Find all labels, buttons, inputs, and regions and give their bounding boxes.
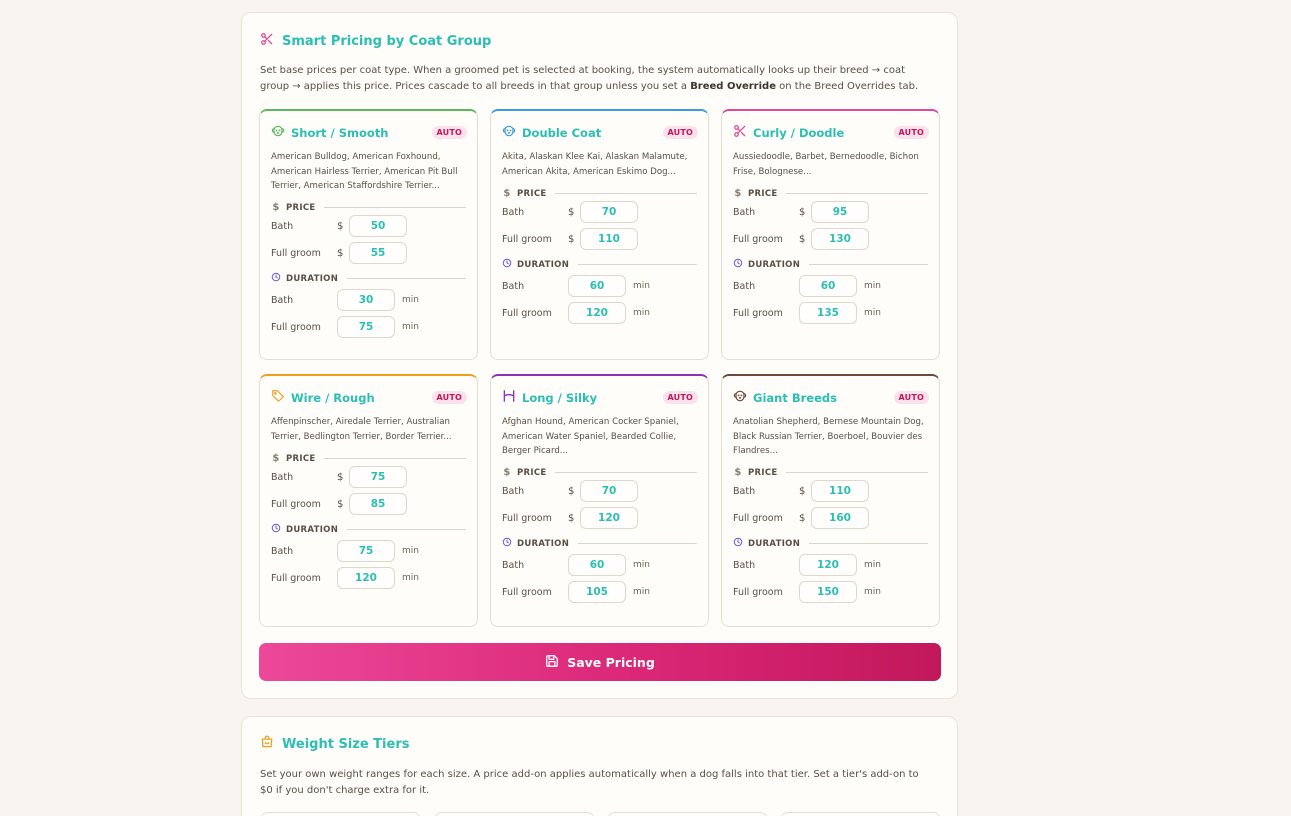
save-icon: [545, 654, 559, 671]
dollar-icon: $: [272, 453, 280, 464]
currency-symbol: $: [799, 512, 806, 524]
divider: [555, 193, 697, 194]
price-label: PRICE: [286, 453, 316, 464]
currency-symbol: $: [568, 512, 575, 524]
divider: [324, 207, 466, 208]
coat-group-card: [721, 374, 940, 627]
smart-pricing-header: [260, 32, 491, 50]
divider: [555, 472, 697, 473]
divider: [786, 472, 928, 473]
duration-bath-input[interactable]: 60: [568, 554, 626, 576]
price-bath-row: [502, 480, 638, 502]
desc-text: Set base prices per coat type. When a groomed pet is selected at booking, the system automatically looks up their breed → coat group → applies this price. Prices cascade to all breeds in that group unless you set a: [260, 65, 906, 92]
full-groom-label: Full groom: [271, 247, 321, 259]
price-full-groom-input[interactable]: 85: [349, 493, 407, 515]
price-full-groom-input[interactable]: 120: [580, 507, 638, 529]
price-bath-row: [733, 201, 869, 223]
dollar-icon: $: [272, 202, 280, 213]
tier-card[interactable]: [607, 812, 768, 816]
price-full-groom-input[interactable]: 130: [811, 228, 869, 250]
dollar-icon: $: [503, 188, 511, 199]
bag-icon: [260, 735, 274, 753]
auto-badge: AUTO: [432, 391, 468, 404]
card-header: [271, 123, 467, 142]
minutes-unit: min: [402, 573, 419, 583]
tier-card[interactable]: [434, 812, 595, 816]
full-groom-label: Full groom: [733, 512, 783, 524]
auto-badge: AUTO: [663, 391, 699, 404]
full-groom-label: Full groom: [502, 307, 552, 319]
price-section-label: [502, 467, 697, 478]
minutes-unit: min: [864, 587, 881, 597]
coat-group-card: [259, 109, 478, 360]
weight-tiers-header: [260, 735, 409, 753]
card-header: [733, 388, 929, 407]
breed-list: American Bulldog, American Foxhound, American Hairless Terrier, American Pit Bull Terrier, American Staffordshire Terrier...: [271, 152, 458, 192]
panel-title: Smart Pricing by Coat Group: [282, 33, 492, 49]
duration-bath-row: [733, 554, 881, 576]
tag-icon: [271, 388, 285, 407]
price-bath-input[interactable]: 110: [811, 480, 869, 502]
duration-section-label: [733, 537, 928, 550]
card-header: [733, 123, 929, 142]
price-label: PRICE: [517, 188, 547, 199]
full-groom-label: Full groom: [733, 307, 783, 319]
duration-section-label: [502, 537, 697, 550]
price-bath-row: [271, 466, 407, 488]
price-section-label: [271, 453, 466, 464]
price-section-label: [502, 188, 697, 199]
desc-text-end: on the Breed Overrides tab.: [775, 81, 919, 92]
price-label: PRICE: [286, 202, 316, 213]
duration-full-groom-input[interactable]: 150: [799, 581, 857, 603]
scissors-icon: [733, 123, 747, 142]
minutes-unit: min: [633, 560, 650, 570]
full-groom-label: Full groom: [271, 321, 321, 333]
price-label: PRICE: [748, 467, 778, 478]
duration-bath-input[interactable]: 120: [799, 554, 857, 576]
minutes-unit: min: [633, 281, 650, 291]
tier-card[interactable]: [260, 812, 421, 816]
price-bath-input[interactable]: 75: [349, 466, 407, 488]
dollar-icon: $: [503, 467, 511, 478]
price-full-groom-row: [733, 507, 869, 529]
divider: [809, 264, 928, 265]
bath-label: Bath: [271, 294, 294, 306]
minutes-unit: min: [402, 322, 419, 332]
price-section-label: [733, 467, 928, 478]
currency-symbol: $: [568, 206, 575, 218]
card-header: [502, 123, 698, 142]
divider: [578, 264, 697, 265]
price-bath-row: [502, 201, 638, 223]
minutes-unit: min: [402, 546, 419, 556]
duration-section-label: [271, 272, 466, 285]
bath-label: Bath: [733, 280, 756, 292]
duration-section-label: [502, 258, 697, 271]
duration-full-groom-row: [733, 302, 881, 324]
dog-face-icon: [733, 388, 747, 407]
duration-full-groom-input[interactable]: 120: [568, 302, 626, 324]
minutes-unit: min: [864, 281, 881, 291]
duration-full-groom-input[interactable]: 75: [337, 316, 395, 338]
auto-badge: AUTO: [432, 126, 468, 139]
price-bath-input[interactable]: 70: [580, 201, 638, 223]
save-label: Save Pricing: [567, 654, 655, 670]
currency-symbol: $: [799, 485, 806, 497]
divider: [578, 543, 697, 544]
full-groom-label: Full groom: [271, 572, 321, 584]
currency-symbol: $: [799, 233, 806, 245]
bath-label: Bath: [733, 485, 756, 497]
pricing-description: [260, 63, 930, 95]
breed-list: Anatolian Shepherd, Bernese Mountain Dog, Black Russian Terrier, Boerboel, Bouvier des Flandres...: [733, 417, 924, 457]
tier-card[interactable]: [780, 812, 941, 816]
price-bath-row: [733, 480, 869, 502]
bath-label: Bath: [271, 471, 294, 483]
bath-label: Bath: [502, 206, 525, 218]
coat-group-card: [490, 374, 709, 627]
card-header: [502, 388, 698, 407]
full-groom-label: Full groom: [733, 586, 783, 598]
divider: [347, 278, 466, 279]
duration-full-groom-row: [502, 302, 650, 324]
price-full-groom-row: [502, 228, 638, 250]
minutes-unit: min: [864, 308, 881, 318]
duration-label: DURATION: [286, 273, 339, 284]
coat-group-name: Wire / Rough: [291, 390, 375, 405]
duration-full-groom-input[interactable]: 120: [337, 567, 395, 589]
minutes-unit: min: [633, 308, 650, 318]
coat-group-name: Long / Silky: [522, 390, 598, 405]
clock-icon: [271, 523, 281, 536]
clock-icon: [502, 258, 512, 271]
price-bath-row: [271, 215, 407, 237]
bath-label: Bath: [733, 206, 756, 218]
weight-title: Weight Size Tiers: [282, 736, 410, 752]
duration-full-groom-row: [271, 567, 419, 589]
weight-tiers-panel: [241, 716, 958, 816]
auto-badge: AUTO: [894, 126, 930, 139]
auto-badge: AUTO: [663, 126, 699, 139]
full-groom-label: Full groom: [733, 233, 783, 245]
duration-full-groom-input[interactable]: 105: [568, 581, 626, 603]
duration-section-label: [271, 523, 466, 536]
smart-pricing-panel: [241, 12, 958, 699]
duration-section-label: [733, 258, 928, 271]
price-full-groom-input[interactable]: 55: [349, 242, 407, 264]
price-label: PRICE: [748, 188, 778, 199]
duration-bath-input[interactable]: 60: [568, 275, 626, 297]
currency-symbol: $: [337, 498, 344, 510]
duration-full-groom-input[interactable]: 135: [799, 302, 857, 324]
clock-icon: [502, 537, 512, 550]
duration-bath-row: [502, 275, 650, 297]
bath-label: Bath: [502, 559, 525, 571]
bath-label: Bath: [733, 559, 756, 571]
duration-label: DURATION: [748, 259, 801, 270]
price-full-groom-input[interactable]: 160: [811, 507, 869, 529]
breed-list: Affenpinscher, Airedale Terrier, Australian Terrier, Bedlington Terrier, Border Terrier...: [271, 417, 452, 442]
desc-bold: Breed Override: [690, 81, 776, 92]
bath-label: Bath: [502, 280, 525, 292]
breed-list: Aussiedoodle, Barbet, Bernedoodle, Bichon Frise, Bolognese...: [733, 152, 919, 177]
dollar-icon: $: [734, 467, 742, 478]
minutes-unit: min: [633, 587, 650, 597]
currency-symbol: $: [568, 485, 575, 497]
price-full-groom-row: [271, 242, 407, 264]
save-pricing-button[interactable]: [259, 643, 941, 681]
coat-group-card: [259, 374, 478, 627]
price-bath-input[interactable]: 50: [349, 215, 407, 237]
clock-icon: [271, 272, 281, 285]
coat-group-name: Giant Breeds: [753, 390, 837, 405]
divider: [809, 543, 928, 544]
bath-label: Bath: [502, 485, 525, 497]
price-label: PRICE: [517, 467, 547, 478]
price-section-label: [271, 202, 466, 213]
coat-group-card: [721, 109, 940, 360]
price-full-groom-row: [502, 507, 638, 529]
duration-label: DURATION: [517, 538, 570, 549]
duration-bath-input[interactable]: 30: [337, 289, 395, 311]
full-groom-label: Full groom: [271, 498, 321, 510]
currency-symbol: $: [799, 206, 806, 218]
duration-label: DURATION: [286, 524, 339, 535]
duration-full-groom-row: [271, 316, 419, 338]
divider: [324, 458, 466, 459]
price-full-groom-row: [733, 228, 869, 250]
card-header: [271, 388, 467, 407]
bath-label: Bath: [271, 545, 294, 557]
full-groom-label: Full groom: [502, 512, 552, 524]
breed-list: Afghan Hound, American Cocker Spaniel, American Water Spaniel, Bearded Collie, Berger Picard...: [502, 417, 679, 457]
full-groom-label: Full groom: [502, 586, 552, 598]
price-bath-input[interactable]: 95: [811, 201, 869, 223]
duration-bath-input[interactable]: 75: [337, 540, 395, 562]
auto-badge: AUTO: [894, 391, 930, 404]
bath-label: Bath: [271, 220, 294, 232]
duration-label: DURATION: [517, 259, 570, 270]
duration-bath-row: [271, 540, 419, 562]
minutes-unit: min: [402, 295, 419, 305]
currency-symbol: $: [568, 233, 575, 245]
price-section-label: [733, 188, 928, 199]
duration-full-groom-row: [502, 581, 650, 603]
duration-label: DURATION: [748, 538, 801, 549]
dog-face-icon: [271, 123, 285, 142]
scissors-icon: [260, 32, 274, 50]
clock-icon: [733, 258, 743, 271]
price-full-groom-row: [271, 493, 407, 515]
breed-list: Akita, Alaskan Klee Kai, Alaskan Malamute, American Akita, American Eskimo Dog...: [502, 152, 688, 177]
weight-description: Set your own weight ranges for each size. A price add-on applies automatically when a dog falls into that tier. Set a tier's add-on to $0 if you don't charge extra for it.: [260, 769, 919, 796]
minutes-unit: min: [864, 560, 881, 570]
coat-group-name: Curly / Doodle: [753, 125, 845, 140]
dog-face-icon: [502, 123, 516, 142]
duration-bath-row: [271, 289, 419, 311]
currency-symbol: $: [337, 247, 344, 259]
duration-full-groom-row: [733, 581, 881, 603]
divider: [786, 193, 928, 194]
coat-group-card: [490, 109, 709, 360]
price-full-groom-input[interactable]: 110: [580, 228, 638, 250]
coat-group-name: Short / Smooth: [291, 125, 389, 140]
duration-bath-row: [733, 275, 881, 297]
price-bath-input[interactable]: 70: [580, 480, 638, 502]
full-groom-label: Full groom: [502, 233, 552, 245]
duration-bath-row: [502, 554, 650, 576]
clock-icon: [733, 537, 743, 550]
dollar-icon: $: [734, 188, 742, 199]
duration-bath-input[interactable]: 60: [799, 275, 857, 297]
currency-symbol: $: [337, 220, 344, 232]
divider: [347, 529, 466, 530]
coat-group-name: Double Coat: [522, 125, 602, 140]
brush-icon: [502, 388, 516, 407]
currency-symbol: $: [337, 471, 344, 483]
